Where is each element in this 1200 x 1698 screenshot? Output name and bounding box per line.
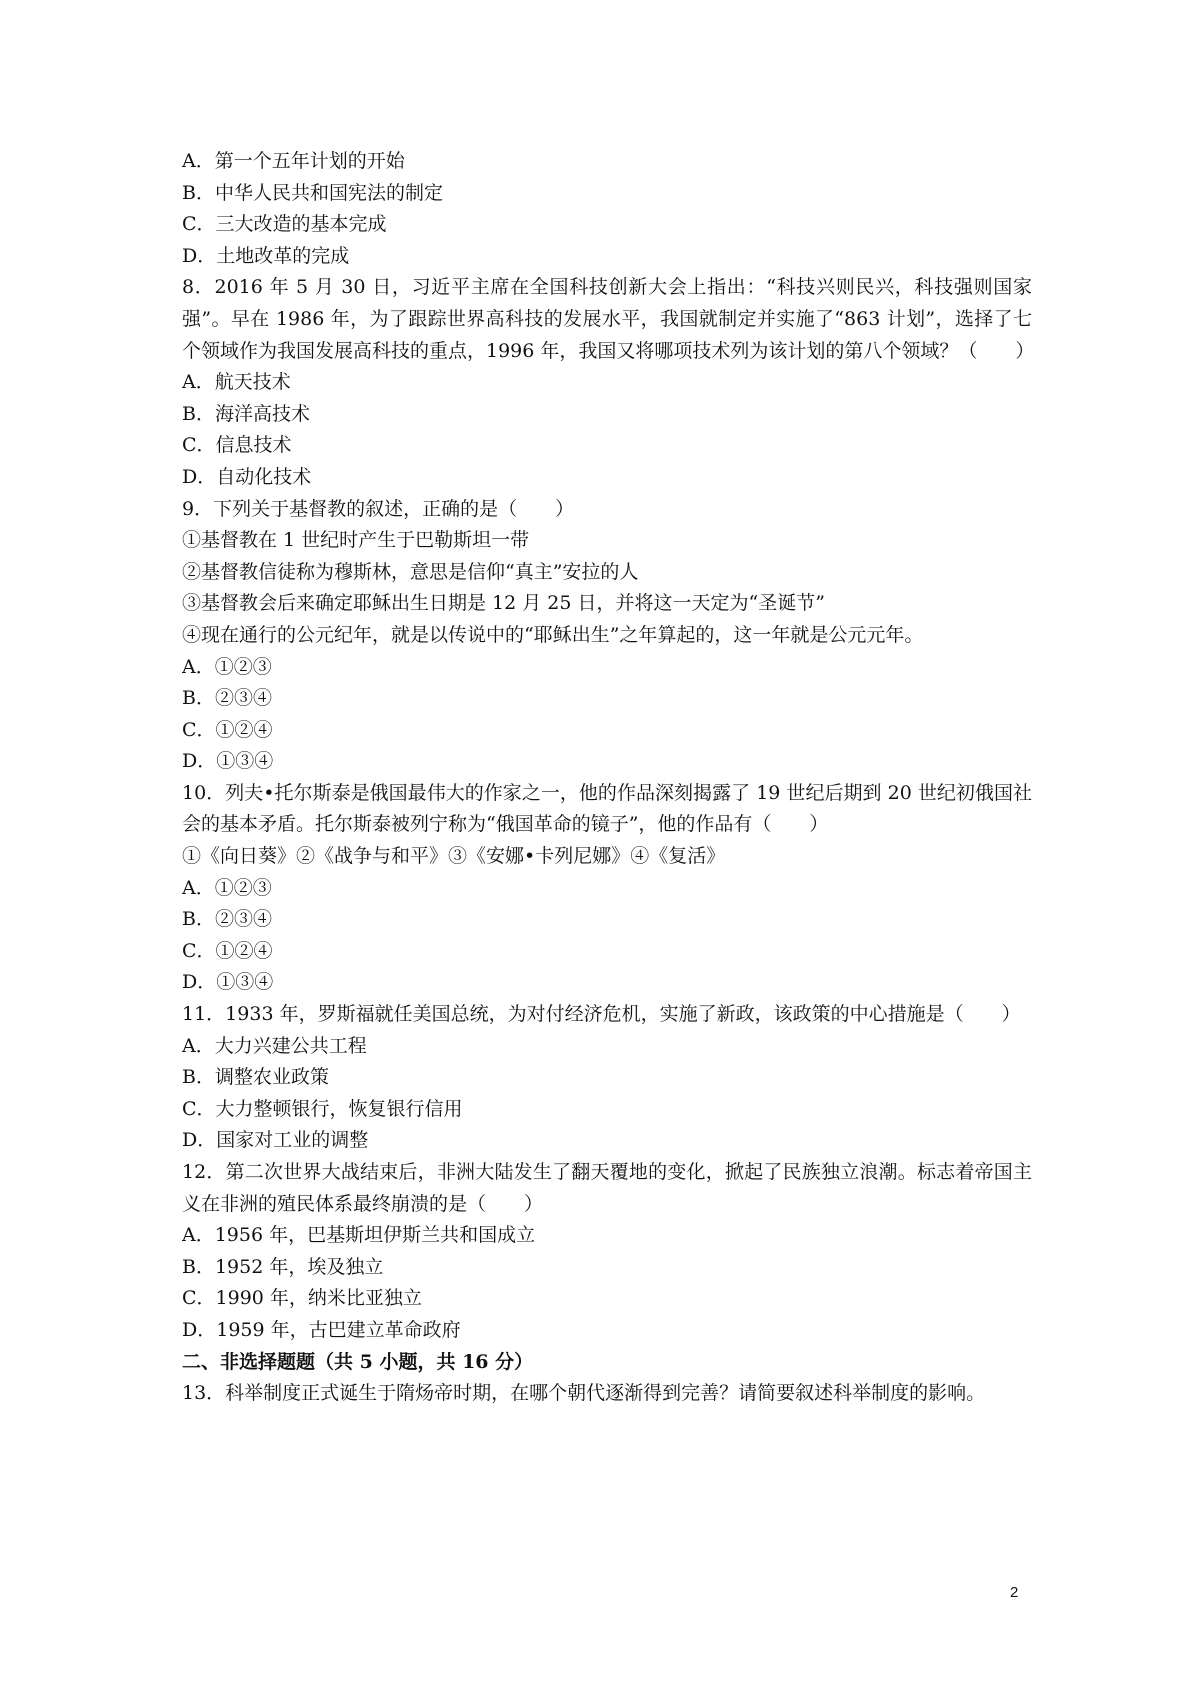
q8-option-a: A．航天技术 <box>182 371 291 394</box>
q9-option-d: D．①③④ <box>182 750 274 773</box>
page-number: 2 <box>1010 1584 1019 1601</box>
q10-option-b: B．②③④ <box>182 908 272 931</box>
q9-statement-1: ①基督教在 1 世纪时产生于巴勒斯坦一带 <box>182 529 530 552</box>
q12-option-b: B．1952 年，埃及独立 <box>182 1255 384 1278</box>
q9-option-c: C．①②④ <box>182 718 273 741</box>
q13-stem: 13．科举制度正式诞生于隋炀帝时期，在哪个朝代逐渐得到完善？请简要叙述科举制度的影响。 <box>182 1382 986 1405</box>
q8-option-b: B．海洋高技术 <box>182 402 310 425</box>
q11-option-a: A．大力兴建公共工程 <box>182 1034 367 1057</box>
q7-option-a: A．第一个五年计划的开始 <box>182 150 405 172</box>
q11-option-c: C．大力整顿银行，恢复银行信用 <box>182 1097 463 1120</box>
q10-option-d: D．①③④ <box>182 971 274 994</box>
q12-option-d: D．1959 年，古巴建立革命政府 <box>182 1318 461 1341</box>
q7-option-d: D．土地改革的完成 <box>182 244 350 267</box>
q12-option-c: C．1990 年，纳米比亚独立 <box>182 1287 422 1310</box>
section-heading: 二、非选择题题（共 5 小题，共 16 分） <box>182 1350 534 1373</box>
q11-option-b: B．调整农业政策 <box>182 1066 329 1089</box>
q9-option-b: B．②③④ <box>182 687 272 710</box>
q10-option-c: C．①②④ <box>182 939 273 962</box>
q9-statement-3: ③基督教会后来确定耶稣出生日期是 12 月 25 日，并将这一天定为“圣诞节” <box>182 592 825 615</box>
q7-option-c: C．三大改造的基本完成 <box>182 213 387 236</box>
q9-stem: 9．下列关于基督教的叙述，正确的是（ ） <box>182 497 575 520</box>
q8-stem: 8．2016 年 5 月 30 日，习近平主席在全国科技创新大会上指出：“科技兴则民兴，科技强则国家强”。早在 1986 年，为了跟踪世界高科技的发展水平，我国就制定并实施了“863 计划”，选择了七个领域作为我国发展高科技的重点，1996 年，我国又将哪项技术列为该计划的第八个领域？（ ） <box>182 276 1035 362</box>
q12-stem: 12．第二次世界大战结束后，非洲大陆发生了翻天覆地的变化，掀起了民族独立浪潮。标志着帝国主义在非洲的殖民体系最终崩溃的是（ ） <box>182 1161 1032 1215</box>
q9-statement-4: ④现在通行的公元纪年，就是以传说中的“耶稣出生”之年算起的，这一年就是公元元年。 <box>182 623 924 646</box>
page-content <box>182 146 1035 1410</box>
q10-stem: 10．列夫•托尔斯泰是俄国最伟大的作家之一，他的作品深刻揭露了 19 世纪后期到 20 世纪初俄国社会的基本矛盾。托尔斯泰被列宁称为“俄国革命的镜子”，他的作品有（ ） <box>182 781 1032 836</box>
q11-stem: 11．1933 年，罗斯福就任美国总统，为对付经济危机，实施了新政，该政策的中心措施是（ ） <box>182 1003 1021 1026</box>
q8-option-d: D．自动化技术 <box>182 465 312 488</box>
q11-option-d: D．国家对工业的调整 <box>182 1129 369 1152</box>
q10-option-a: A．①②③ <box>182 876 272 899</box>
q9-option-a: A．①②③ <box>182 655 272 678</box>
q9-statement-2: ②基督教信徒称为穆斯林，意思是信仰“真主”安拉的人 <box>182 560 639 583</box>
q10-statements: ①《向日葵》②《战争与和平》③《安娜•卡列尼娜》④《复活》 <box>182 845 726 868</box>
q8-option-c: C．信息技术 <box>182 434 292 457</box>
q7-option-b: B．中华人民共和国宪法的制定 <box>182 181 443 204</box>
q12-option-a: A．1956 年，巴基斯坦伊斯兰共和国成立 <box>182 1224 536 1247</box>
